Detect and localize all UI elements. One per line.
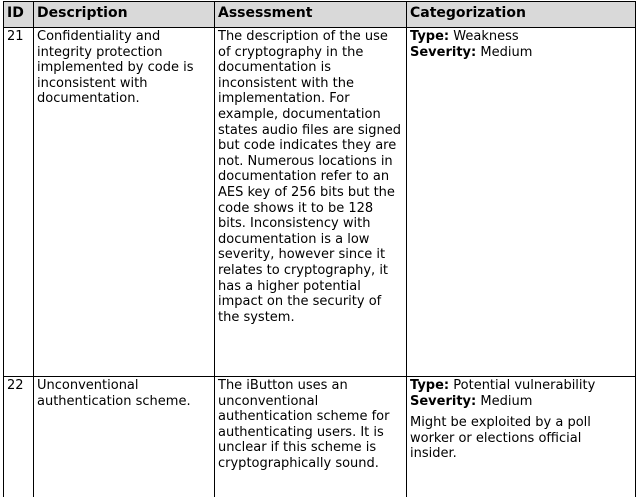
row-categorization xyxy=(407,28,636,377)
header-id: ID xyxy=(4,2,34,28)
type-field xyxy=(410,378,632,394)
type-label: Type: xyxy=(410,29,450,44)
header-row xyxy=(4,2,636,28)
row-assessment: The iButton uses an unconventional authentication scheme for authenticating users. It is unclear if this scheme is cryptographically sound. xyxy=(215,377,407,497)
row-id: 22 xyxy=(4,377,34,497)
type-value: Weakness xyxy=(453,29,519,44)
findings-table xyxy=(3,1,636,497)
type-label: Type: xyxy=(410,378,450,393)
severity-field xyxy=(410,394,632,410)
header-description: Description xyxy=(34,2,215,28)
severity-field xyxy=(410,45,632,61)
table-row xyxy=(4,377,636,497)
table-row xyxy=(4,28,636,377)
row-description: Unconventional authentication scheme. xyxy=(34,377,215,497)
row-categorization xyxy=(407,377,636,497)
severity-value: Medium xyxy=(480,44,533,60)
type-value: Potential vulnerability xyxy=(453,378,596,393)
table-header xyxy=(4,2,636,28)
header-categorization: Categorization xyxy=(407,2,636,28)
severity-value: Medium xyxy=(480,393,533,409)
row-id: 21 xyxy=(4,28,34,377)
type-field xyxy=(410,29,632,45)
severity-label: Severity: xyxy=(410,44,477,60)
row-description: Confidentiality and integrity protection implemented by code is inconsistent with documentation. xyxy=(34,28,215,377)
severity-label: Severity: xyxy=(410,393,477,409)
row-assessment: The description of the use of cryptography in the documentation is inconsistent with the implementation. For example, documentation states audio files are signed but code indicates they are not. Numerous locations in documentation refer to an AES key of 256 bits but the code shows it to be 128 bits. Inconsistency with documentation is a low severity, however since it relates to cryptography, it has a higher potential impact on the security of the system. xyxy=(215,28,407,377)
impact-note: Might be exploited by a poll worker or elections official insider. xyxy=(410,415,591,462)
table-body xyxy=(4,28,636,497)
header-assessment: Assessment xyxy=(215,2,407,28)
